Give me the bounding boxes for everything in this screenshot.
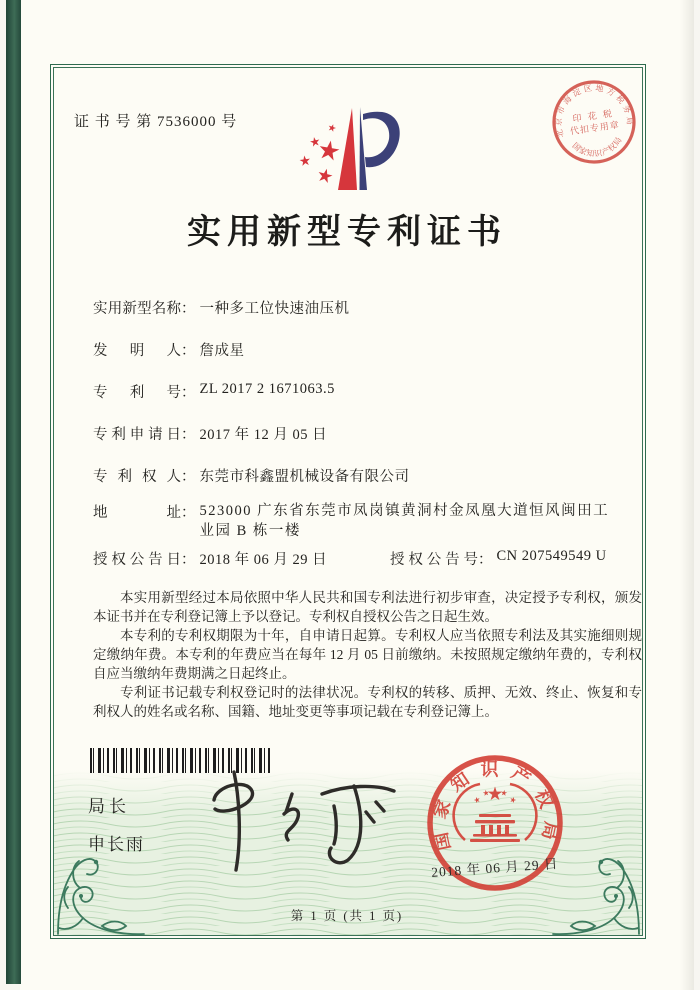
director-signature xyxy=(196,764,406,876)
director-title: 局长 xyxy=(88,797,130,816)
legal-text xyxy=(93,588,642,721)
field-row-grant-no xyxy=(390,548,607,569)
field-row-patentee xyxy=(93,465,410,486)
field-colon: ： xyxy=(181,385,196,401)
tax-stamp-line2: 代扣专用章 xyxy=(569,119,621,137)
field-label: 发明人 xyxy=(93,343,181,359)
field-label: 专利权人 xyxy=(93,469,181,485)
national-emblem-icon xyxy=(454,784,537,842)
seal-arc-text: 国家知识产权局 xyxy=(428,759,562,853)
field-label: 实用新型名称 xyxy=(93,301,181,317)
svg-text:国家知识产权局 xyxy=(428,759,561,853)
field-row-name xyxy=(93,297,350,318)
tax-stamp xyxy=(542,70,646,174)
field-colon: ： xyxy=(181,552,196,568)
legal-paragraph-2: 本专利的专利权期限为十年，自申请日起算。专利权人应当依照专利法及其实施细则规定缴纳年费。本专利的年费应当在每年 12 月 05 日前缴纳。未按照规定缴纳年费的，专利权自应当缴纳年费期满之日起终止。 xyxy=(93,628,642,681)
field-colon: ： xyxy=(181,469,196,485)
tax-stamp-arc-bottom: 国家知识产权局 xyxy=(570,135,624,159)
legal-paragraph-3: 专利证书记载专利权登记时的法律状况。专利权的转移、质押、无效、终止、恢复和专利权人的姓名或名称、国籍、地址变更等事项记载在专利登记簿上。 xyxy=(93,685,642,719)
field-row-filing-date xyxy=(93,423,327,444)
footer-page-number: 第 1 页 (共 1 页) xyxy=(290,909,404,923)
director-name: 申长雨 xyxy=(88,835,145,854)
field-value: 2018 年 06 月 29 日 xyxy=(199,552,328,568)
field-colon: ： xyxy=(478,552,493,568)
field-colon: ： xyxy=(181,343,196,359)
field-value: 一种多工位快速油压机 xyxy=(199,301,350,317)
cnipa-logo-icon xyxy=(296,106,408,198)
left-binding-strip xyxy=(6,0,21,984)
field-label: 专利申请日 xyxy=(93,427,181,443)
field-row-address xyxy=(93,501,612,541)
corner-flourish-icon xyxy=(50,838,146,938)
seal-date: 2018 年 06 月 29 日 xyxy=(430,856,559,880)
field-colon: ： xyxy=(181,301,196,317)
tax-stamp-arc-top: 北京市海淀区地方税务局 xyxy=(553,83,635,139)
field-value: 523000 广东省东莞市凤岗镇黄洞村金凤凰大道恒风闽田工业园 B 栋一楼 xyxy=(199,503,610,539)
field-row-inventor xyxy=(93,339,245,360)
field-label: 地址 xyxy=(93,505,181,521)
field-colon: ： xyxy=(181,505,196,521)
field-value: 东莞市科鑫盟机械设备有限公司 xyxy=(199,469,410,485)
field-value: CN 207549549 U xyxy=(496,548,607,564)
tax-stamp-line1: 印 花 税 xyxy=(571,108,615,124)
field-row-grant-date xyxy=(93,548,327,569)
certificate-number: 证 书 号 第 7536000 号 xyxy=(74,114,238,130)
page-title: 实用新型专利证书 xyxy=(187,214,507,251)
field-label: 授权公告日 xyxy=(93,552,181,568)
field-row-patent-no xyxy=(93,381,335,402)
field-colon: ： xyxy=(181,427,196,443)
field-value: 詹成星 xyxy=(199,343,245,359)
field-label: 授权公告号 xyxy=(390,552,478,568)
legal-paragraph-1: 本实用新型经过本局依照中华人民共和国专利法进行初步审查，决定授予专利权，颁发本证书并在专利登记簿上予以登记。专利权自授权公告之日起生效。 xyxy=(93,590,642,624)
field-label: 专利号 xyxy=(93,385,181,401)
field-value: 2017 年 12 月 05 日 xyxy=(199,427,328,443)
scan-edge-shadow xyxy=(680,0,694,990)
field-value: ZL 2017 2 1671063.5 xyxy=(199,381,335,397)
